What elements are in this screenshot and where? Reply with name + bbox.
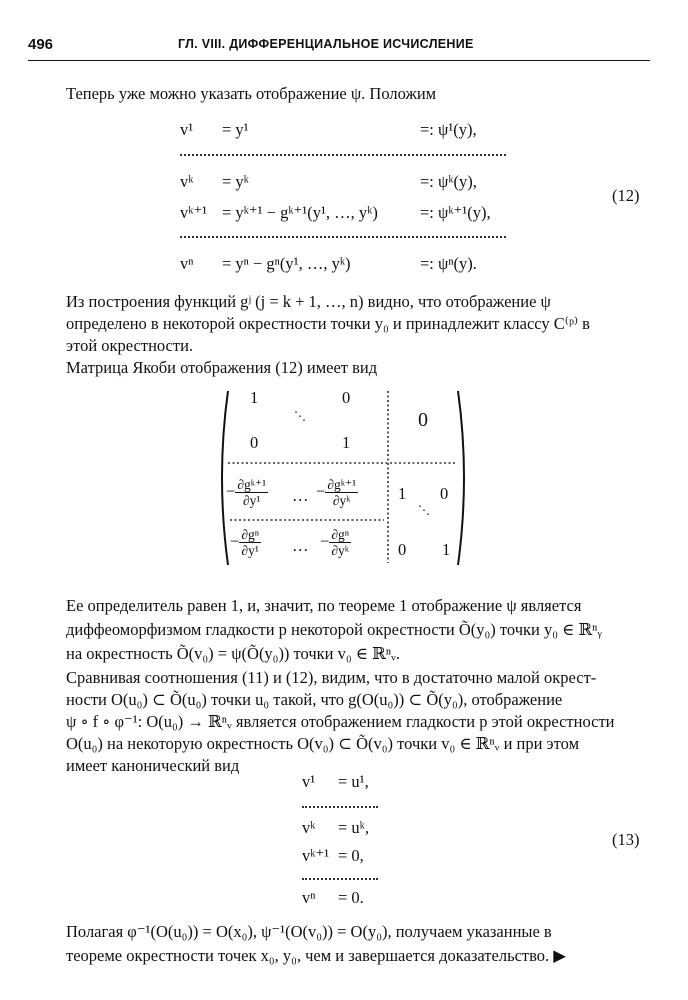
page-number: 496 [28,36,54,53]
eq12-row2-rhs: =: ψᵏ(y), [420,172,477,191]
eq12-dots-1 [180,154,506,156]
m-zero-bottom: 0 [250,433,259,452]
m-row2-colk: − $\frac{\text{∂gⁿ}}{\text{∂yᵏ}}$ [320,527,349,558]
chapter-title: ГЛ. VIII. ДИФФЕРЕНЦИАЛЬНОЕ ИСЧИСЛЕНИЕ [178,37,474,51]
eq12-row1-mid: = y¹ [222,120,249,139]
para2-line1: Ее определитель равен 1, и, значит, по теореме 1 отображение ψ является [66,596,582,615]
m-row1-colk: − $\frac{\text{∂gᵏ⁺¹}}{\text{∂yᵏ}}$ [316,477,357,508]
m-big-zero: 0 [418,409,428,431]
eq13-row1-lhs: v¹ [302,772,316,791]
m-row1-col1: − $\frac{\text{∂gᵏ⁺¹}}{\text{∂y¹}}$ [226,477,267,508]
eq12-row3-lhs: vᵏ⁺¹ [180,203,208,222]
m-one-bottom: 1 [342,433,351,452]
eq12-row4-mid: = yⁿ − gⁿ(y¹, …, yᵏ) [222,254,351,273]
para3-line3: ψ ∘ f ∘ φ⁻¹: O(u₀) → ℝⁿᵥ является отображением гладкости p этой окрестности [66,712,615,731]
eq12-row4-lhs: vⁿ [180,254,194,273]
para3-line5: имеет канонический вид [66,756,240,775]
m-one-br2: 1 [442,540,451,559]
eq13-number: (13) [612,830,640,849]
eq13-row1-rhs: = u¹, [338,772,369,791]
matrix-right-paren [458,391,464,565]
eq12-number: (12) [612,186,640,205]
para1-line3: этой окрестности. [66,336,194,355]
eq12-row1-lhs: v¹ [180,120,194,139]
para3-line4: O(u₀) на некоторую окрестность O(v₀) ⊂ Õ(v₀) точки v₀ ∈ ℝⁿᵥ и при этом [66,734,580,753]
eq13-row3-lhs: vᵏ⁺¹ [302,846,330,865]
m-one-br1: 1 [398,484,407,503]
m-ddots-1: ⋱ [294,409,306,423]
eq12-row3-mid: = yᵏ⁺¹ − gᵏ⁺¹(y¹, …, yᵏ) [222,203,378,222]
jacobi-matrix [214,385,469,570]
m-one-top: 1 [250,388,259,407]
eq13-row2-lhs: vᵏ [302,818,316,837]
m-row2-dots: … [292,536,309,555]
para1-line2: определено в некоторой окрестности точки y₀ и принадлежит классу C⁽ᵖ⁾ в [66,314,590,333]
eq13-dots-2 [302,878,378,880]
para3-line1: Сравнивая соотношения (11) и (12), видим, что в достаточно малой окрест- [66,668,597,687]
intro-text: Теперь уже можно указать отображение ψ. Положим [66,84,437,103]
jacobi-intro: Матрица Якоби отображения (12) имеет вид [66,358,378,377]
eq13-row4-rhs: = 0. [338,888,364,907]
m-ddots-2: ⋱ [418,503,430,517]
eq12-row2-lhs: vᵏ [180,172,194,191]
para4-line2: теореме окрестности точек x₀, y₀, чем и завершается доказательство. ▶ [66,946,566,965]
para2-line3: на окрестность Õ(v₀) = ψ(Õ(y₀)) точки v₀ ∈ ℝⁿᵥ. [66,644,400,663]
eq13-row4-lhs: vⁿ [302,888,316,907]
eq12-dots-2 [180,236,506,238]
m-zero-br2: 0 [398,540,407,559]
m-zero-top: 0 [342,388,351,407]
eq13-dots-1 [302,806,378,808]
m-zero-br1: 0 [440,484,449,503]
eq12-row1-rhs: =: ψ¹(y), [420,120,477,139]
eq12-row2-mid: = yᵏ [222,172,249,191]
m-row1-dots: … [292,486,309,505]
eq12-row4-rhs: =: ψⁿ(y). [420,254,477,273]
eq13-row2-rhs: = uᵏ, [338,818,370,837]
para1-line1: Из построения функций gʲ (j = k + 1, …, n) видно, что отображение ψ [66,292,551,311]
para2-line2: диффеоморфизмом гладкости p некоторой окрестности Õ(y₀) точки y₀ ∈ ℝⁿᵧ [66,620,602,639]
eq13-row3-rhs: = 0, [338,846,364,865]
para3-line2: ности O(u₀) ⊂ Õ(u₀) точки u₀ такой, что g(O(u₀)) ⊂ Õ(y₀), отображение [66,690,563,709]
para4-line1: Полагая φ⁻¹(O(u₀)) = O(x₀), ψ⁻¹(O(v₀)) = O(y₀), получаем указанные в [66,922,552,941]
m-row2-col1: − $\frac{\text{∂gⁿ}}{\text{∂y¹}}$ [230,527,259,558]
eq12-row3-rhs: =: ψᵏ⁺¹(y), [420,203,491,222]
page-header [28,36,650,61]
